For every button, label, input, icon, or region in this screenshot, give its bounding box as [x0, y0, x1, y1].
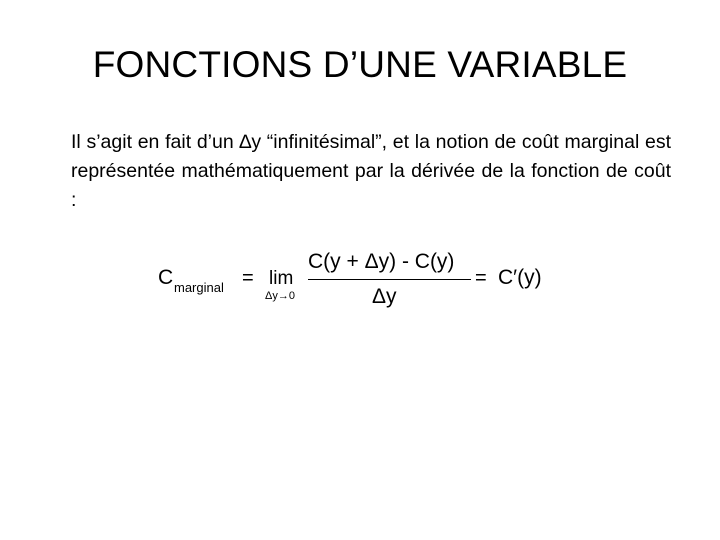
formula-equals-sign: =	[242, 267, 254, 289]
formula-limit-operator: lim	[269, 268, 294, 289]
formula-rhs: C′(y)	[498, 266, 542, 289]
body-paragraph: Il s’agit en fait d’un ∆y “infinitésimal”, et la notion de coût marginal est représentée mathématiquement par la dérivée de la fonction de coût :	[71, 131, 671, 211]
formula-lhs-symbol: C	[158, 266, 174, 289]
formula-fraction-bar	[308, 279, 471, 280]
formula-equals-sign-2: =	[475, 267, 487, 289]
formula-numerator: C(y + Δy) - C(y)	[308, 250, 455, 273]
slide-title: FONCTIONS D’UNE VARIABLE	[92, 44, 628, 85]
marginal-cost-formula	[158, 250, 578, 314]
formula-denominator: Δy	[372, 285, 397, 308]
formula-lhs-subscript: marginal	[174, 280, 224, 295]
formula-limit-subscript: Δy→0	[265, 290, 295, 302]
